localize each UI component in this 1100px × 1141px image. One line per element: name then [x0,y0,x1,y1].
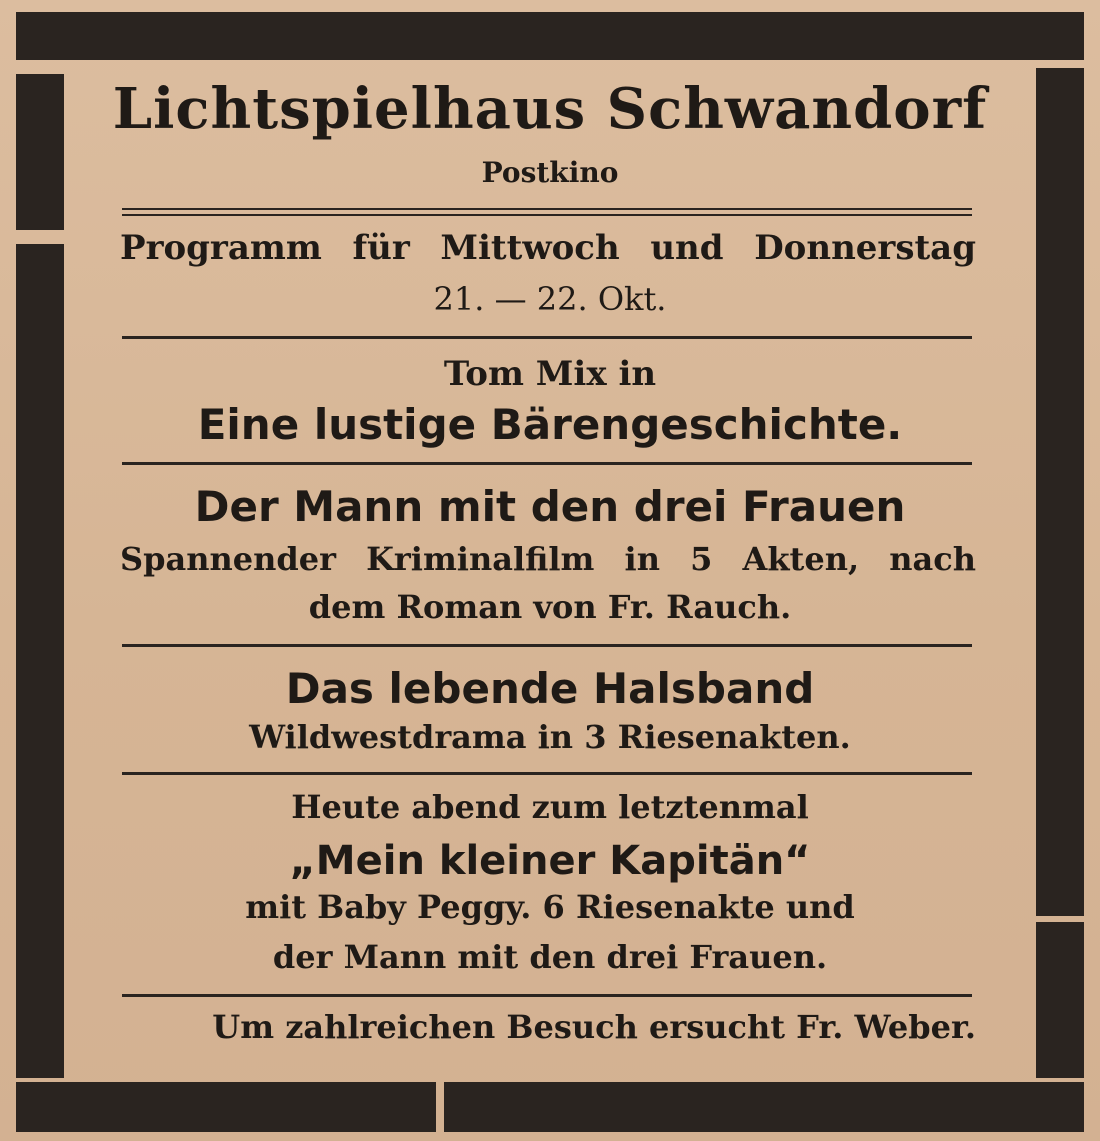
film-3-title: Das lebende Halsband [285,664,815,713]
divider [122,336,972,339]
film-2-title: Der Mann mit den drei Frauen [194,482,906,531]
today-intro: Heute abend zum letztenmal [291,788,809,826]
film-1-intro: Tom Mix in [443,354,657,394]
border-left-lower [16,244,64,1078]
cinema-subtitle: Postkino [481,156,619,189]
border-left-upper [16,74,64,230]
border-right-upper [1036,68,1084,916]
film-1-title: Eine lustige Bärengeschichte. [197,400,903,449]
divider-double-top [122,208,972,210]
divider-double-bottom [122,214,972,216]
program-dates: 21. — 22. Okt. [433,280,667,318]
today-film-title: „Mein kleiner Kapitän“ [289,838,811,884]
today-line-2: der Mann mit den drei Frauen. [272,938,828,976]
divider [122,994,972,997]
divider [122,462,972,465]
border-right-lower [1036,922,1084,1078]
program-heading: Programm für Mittwoch und Donnerstag [120,228,976,268]
border-bottom-right [444,1082,1084,1132]
divider [122,644,972,647]
cinema-title: Lichtspielhaus Schwandorf [112,76,988,142]
border-bottom-left [16,1082,436,1132]
closing-line: Um zahlreichen Besuch ersucht Fr. Weber. [212,1008,976,1046]
film-2-description-line-1: Spannender Kriminalfilm in 5 Akten, nach [120,540,976,578]
film-2-description-line-2: dem Roman von Fr. Rauch. [308,588,792,626]
divider [122,772,972,775]
film-3-description: Wildwestdrama in 3 Riesenakten. [249,718,851,756]
border-top [16,12,1084,60]
today-line-1: mit Baby Peggy. 6 Riesenakte und [245,888,855,926]
